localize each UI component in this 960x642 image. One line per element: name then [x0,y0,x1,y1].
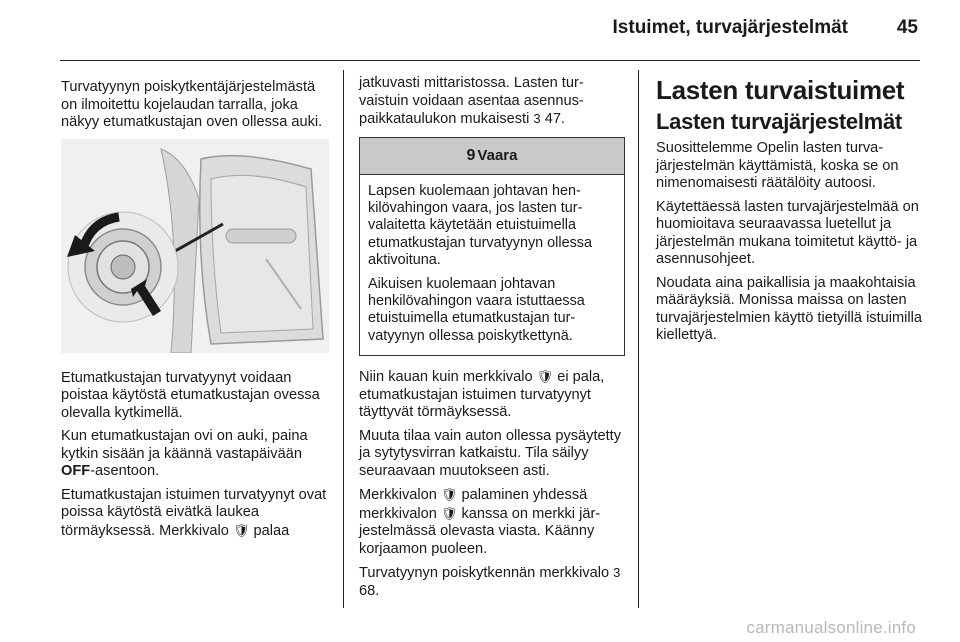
airbag-fault-icon: 🛡 [440,505,458,521]
page-reference-arrow-icon: 3 [533,111,541,126]
door-switch-drawing [61,139,329,353]
paragraph-recommend: Suosittelemme Opelin lasten turvajärjestelmän käyttämistä, koska se on nimenomaisesti räätälöity autoosi. [656,140,899,191]
paragraph-lamp-off [359,368,625,422]
warning-paragraph-child-seat: Lapsen kuolemaan johtavan henkilövahingon vaara, jos lasten turvalaitetta käytetään etuistuimella etumatkustajan turvatyynyn ollessa aktivoituna. [368,182,592,269]
column-right [656,75,926,351]
page-number: 45 [896,17,918,38]
text-run: Niin kauan kuin merkkivalo [359,369,537,386]
airbag-off-icon: 🛡 [536,369,554,385]
paragraph-remove: Etumatkustajan turvatyynyt voidaan poistaa käytöstä etumatkustajan ovessa olevalla kytkimellä. [61,369,320,421]
column-middle [359,75,625,606]
page-reference: 68. [359,582,380,599]
warning-header [360,138,624,175]
text-run: Turvatyynyn poiskytkennän merkkivalo [359,565,614,582]
warning-triangle-icon: 9 [466,146,476,164]
section-heading: Lasten turvaistuimet [656,75,905,105]
airbag-off-icon: 🛡 [440,487,458,503]
column-left [61,79,331,546]
paragraph-fault [359,486,625,558]
column-divider [638,70,639,608]
paragraph-change-state: Muuta tilaa vain auton ollessa pysäytetty ja sytytysvirran katkaistu. Tila säilyy seuraavaan muutokseen asti. [359,427,622,479]
warning-box [359,137,625,357]
page-reference: 47. [544,111,565,127]
warning-body [360,175,624,356]
warning-paragraph-adult: Aikuisen kuolemaan johtavan henkilövahingon vaara istuttaessa etuistuimella etumatkustajan turvatyynyn ollessa poiskytkettynä. [368,275,585,344]
column-divider [343,70,344,608]
text-run: Etumatkustajan istuimen turvatyynyt ovat poissa käytöstä eivätkä laukea törmäyksessä. Merkkivalo [61,486,327,539]
page-header-title: Istuimet, turvajärjestelmät [612,17,848,38]
text-run: Kun etumatkustajan ovi on auki, paina kytkin sisään ja käännä vastapäivään [61,428,308,462]
text-run: jatkuvasti mittaristossa. Lasten turvaistuin voidaan asentaa asennuspaikkataulukon mukaisesti [359,75,584,127]
paragraph-regulations: Noudata aina paikallisia ja maakohtaisia määräyksiä. Monissa maissa on lasten turvajärjestelmien käyttö tietyillä istuimilla kiellettyä. [656,274,923,343]
paragraph-continuation [359,75,625,129]
subsection-heading: Lasten turvajärjestelmät [656,109,902,134]
off-position-label: OFF [61,463,91,479]
text-run: kanssa on merkki järjestelmässä olevasta viasta. Käänny korjaamon puoleen. [359,505,601,557]
page-reference-arrow-icon: 3 [613,565,621,581]
header-rule [60,60,920,61]
paragraph-indicator-ref [359,564,625,600]
text-run: palaa [249,522,290,539]
paragraph-open-door [61,428,331,481]
footer-watermark: carmanualsonline.info [746,618,916,637]
airbag-switch-illustration [61,139,329,353]
airbag-off-icon: 🛡 [232,522,250,538]
text-run: ei pala, etumatkustajan istuimen turvatyynyt täyttyvät törmäyksessä. [359,369,605,421]
paragraph-usage: Käytettäessä lasten turvajärjestelmää on huomioitava seuraavassa luetellut ja järjestelmän mukana toimitetut käyttö- ja asennusohjeet. [656,198,919,267]
text-run: -asentoon. [90,463,160,479]
text-run: palaminen yhdessä merkkivalon [359,487,588,522]
warning-title: Vaara [477,146,518,164]
paragraph-seat-airbags [61,487,331,541]
paragraph-intro: Turvatyynyn poiskytkentäjärjestelmästä on ilmoitettu kojelaudan tarralla, joka näkyy etumatkustajan oven ollessa auki. [61,79,323,130]
text-run: Merkkivalon [359,487,441,504]
